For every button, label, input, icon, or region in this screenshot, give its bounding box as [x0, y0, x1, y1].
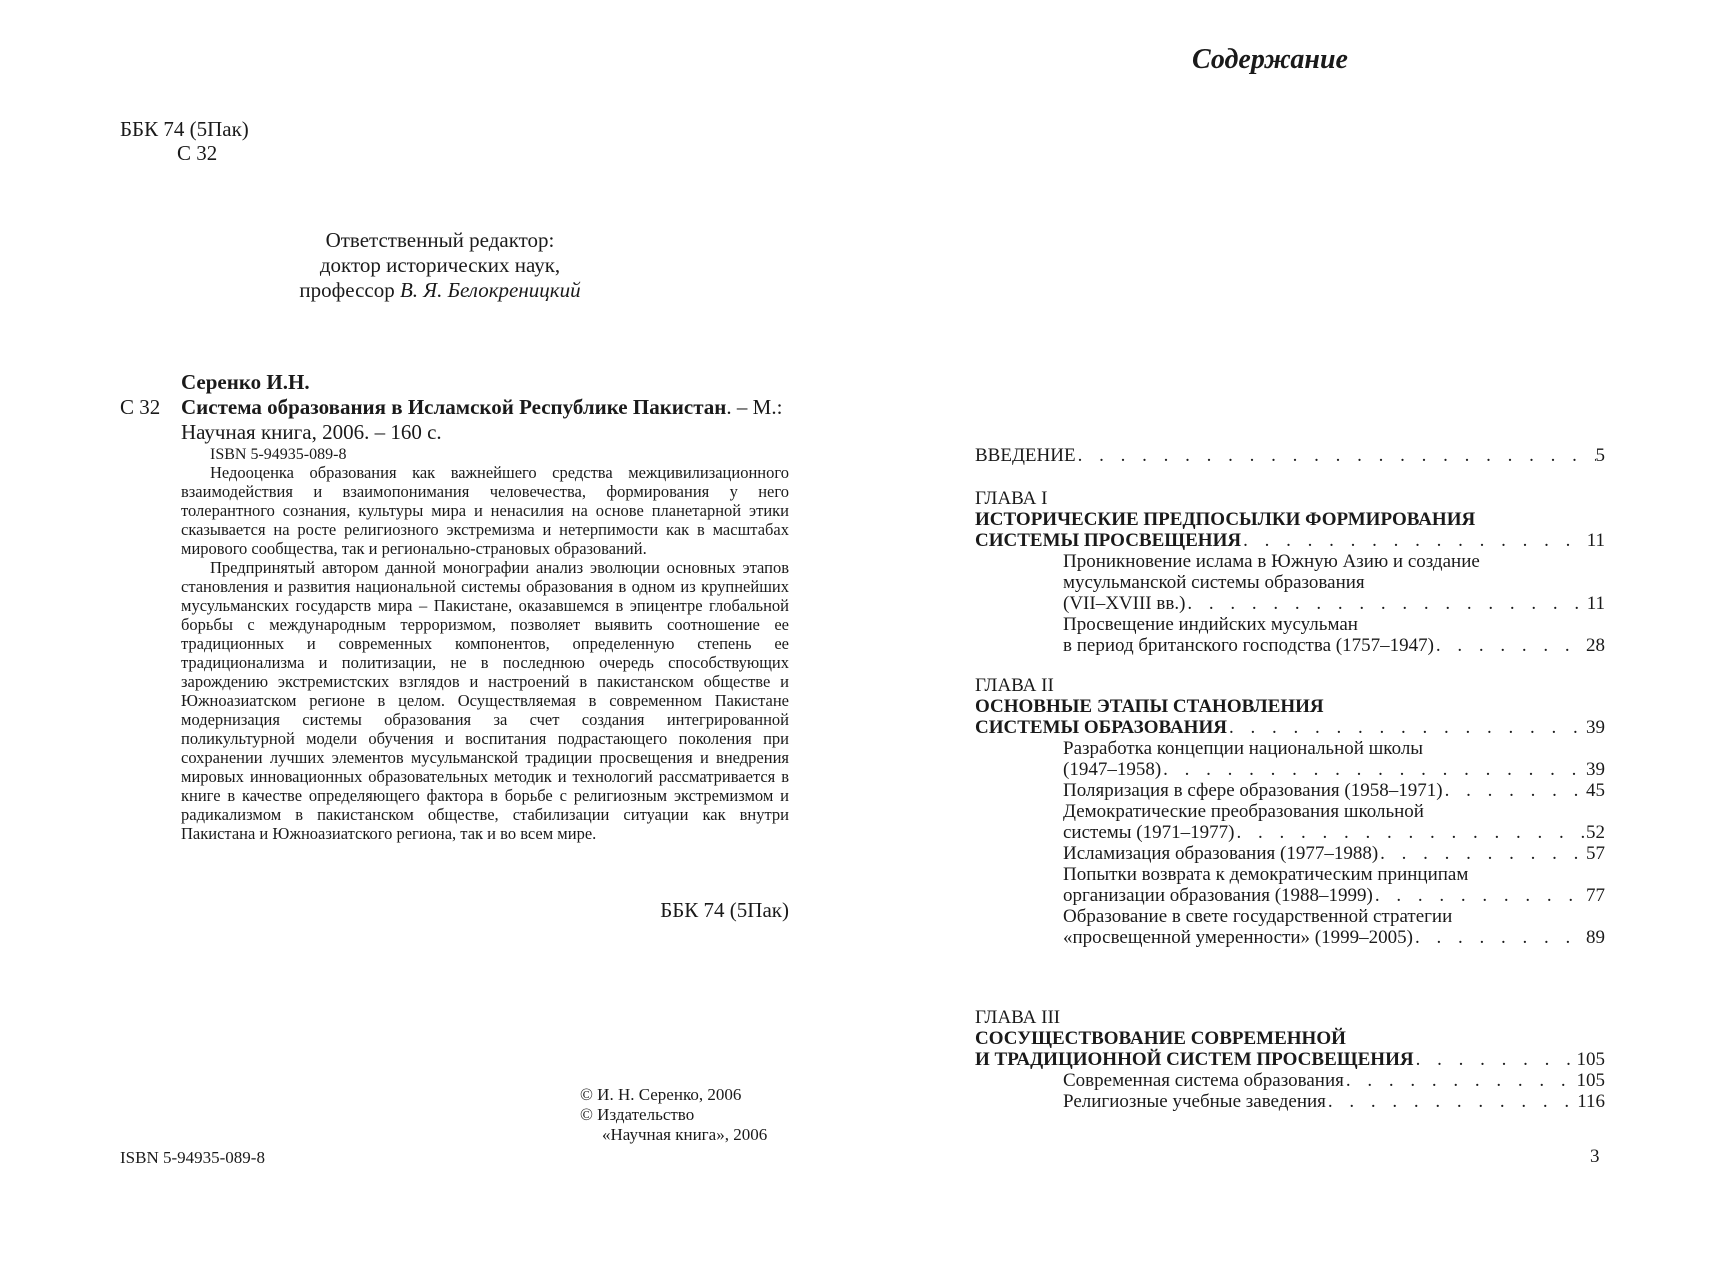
section-line: в период британского господства (1757–1947) [1063, 635, 1434, 656]
book-title: Система образования в Исламской Республике Пакистан [181, 395, 727, 419]
editor-name: В. Я. Белокреницкий [399, 278, 581, 302]
toc-page-number: 52 [1586, 822, 1605, 843]
chapter-label: ГЛАВА II [975, 675, 1054, 696]
toc-page-number: 11 [1586, 530, 1605, 551]
section-line: Проникновение ислама в Южную Азию и создание [1063, 551, 1480, 572]
leader-dots [1234, 822, 1586, 843]
toc-section-entry[interactable] [975, 864, 1605, 906]
bibliographic-title [181, 395, 791, 445]
chapter-title-line: ОСНОВНЫЕ ЭТАПЫ СТАНОВЛЕНИЯ [975, 696, 1324, 717]
copyright-block [580, 1085, 767, 1145]
toc-page-number: 39 [1586, 717, 1605, 738]
editor-line-2: доктор исторических наук, [319, 253, 561, 277]
toc-section-entry[interactable] [975, 614, 1605, 656]
toc-page-number: 77 [1586, 885, 1605, 906]
section-line: Исламизация образования (1977–1988) [1063, 843, 1379, 864]
bbk-code: ББК 74 (5Пак) [120, 117, 249, 141]
editor-line-3 [260, 278, 620, 303]
toc-section-entry[interactable] [975, 843, 1605, 864]
section-line: Попытки возврата к демократическим принципам [1063, 864, 1469, 885]
leader-dots [1373, 885, 1586, 906]
toc-title: Содержание [1192, 44, 1348, 75]
toc-chapter-entry[interactable] [975, 1049, 1605, 1070]
isbn-bottom: ISBN 5-94935-089-8 [120, 1148, 265, 1167]
leader-dots [1443, 780, 1586, 801]
author-mark: С 32 [177, 141, 218, 165]
toc-section-entry[interactable] [975, 906, 1605, 948]
copyright-publisher: © Издательство [580, 1105, 695, 1124]
leader-dots [1434, 635, 1586, 656]
chapter-label: ГЛАВА III [975, 1007, 1061, 1028]
bbk-header [120, 117, 249, 165]
chapter-title-line: ИСТОРИЧЕСКИЕ ПРЕДПОСЫЛКИ ФОРМИРОВАНИЯ [975, 509, 1476, 530]
chapter-title-line: СИСТЕМЫ ПРОСВЕЩЕНИЯ [975, 530, 1242, 551]
leader-dots [1344, 1070, 1577, 1091]
editor-line-1: Ответственный редактор: [325, 228, 555, 252]
toc-section-entry[interactable] [975, 780, 1605, 801]
leader-dots [1326, 1091, 1577, 1112]
chapter-title-line: СОСУЩЕСТВОВАНИЕ СОВРЕМЕННОЙ [975, 1028, 1346, 1049]
section-line: Просвещение индийских мусульман [1063, 614, 1358, 635]
section-line: системы (1971–1977) [1063, 822, 1235, 843]
toc-intro-label: ВВЕДЕНИЕ [975, 445, 1076, 466]
toc-section-entry[interactable] [975, 1091, 1605, 1112]
section-line: Религиозные учебные заведения [1063, 1091, 1326, 1112]
copyright-author: © И. Н. Серенко, 2006 [580, 1085, 742, 1104]
toc-page-number: 105 [1576, 1070, 1605, 1091]
leader-dots [1161, 759, 1586, 780]
leader-dots [1185, 593, 1586, 614]
section-line: организации образования (1988–1999) [1063, 885, 1373, 906]
call-number: С 32 [120, 395, 161, 419]
toc-page-number: 57 [1586, 843, 1605, 864]
table-of-contents [975, 445, 1605, 1112]
toc-page-number: 11 [1586, 593, 1605, 614]
leader-dots [1413, 927, 1586, 948]
toc-page-number: 116 [1577, 1091, 1605, 1112]
section-line: (1947–1958) [1063, 759, 1162, 780]
section-line: Образование в свете государственной стратегии [1063, 906, 1453, 927]
chapter-title-line: СИСТЕМЫ ОБРАЗОВАНИЯ [975, 717, 1227, 738]
section-line: Демократические преобразования школьной [1063, 801, 1424, 822]
toc-section-entry[interactable] [975, 738, 1605, 780]
toc-section-entry[interactable] [975, 551, 1605, 614]
section-line: Поляризация в сфере образования (1958–1971) [1063, 780, 1443, 801]
leader-dots [1414, 1049, 1577, 1070]
toc-page-number: 89 [1586, 927, 1605, 948]
section-line: «просвещенной умеренности» (1999–2005) [1063, 927, 1413, 948]
leader-dots [1378, 843, 1586, 864]
copyright-publisher-name: «Научная книга», 2006 [602, 1125, 768, 1144]
toc-chapter-entry[interactable] [975, 717, 1605, 738]
chapter-label: ГЛАВА I [975, 488, 1048, 509]
annotation-paragraph-1: Недооценка образования как важнейшего средства межцивилизационного взаимодействия и взаимопонимания человечества, формирования у него толерантного сознания, культуры мира и ненасилия на основе планетарной этики сказывается на росте религиозного экстремизма и нетерпимости как в масштабах мирового сообщества, так и регионально-страновых образований. [181, 463, 789, 558]
editor-title: профессор [299, 278, 400, 302]
section-line: Разработка концепции национальной школы [1063, 738, 1424, 759]
toc-page-number: 45 [1586, 780, 1605, 801]
toc-page-number: 105 [1576, 1049, 1605, 1070]
toc-section-entry[interactable] [975, 1070, 1605, 1091]
leader-dots [1241, 530, 1587, 551]
toc-intro-entry[interactable] [975, 445, 1605, 466]
leader-dots [1076, 445, 1596, 466]
editor-block [260, 228, 620, 303]
section-line: мусульманской системы образования [1063, 572, 1365, 593]
toc-chapter-entry[interactable] [975, 530, 1605, 551]
toc-section-entry[interactable] [975, 801, 1605, 843]
section-line: Современная система образования [1063, 1070, 1344, 1091]
page-number: 3 [1590, 1146, 1600, 1167]
toc-page-number: 5 [1595, 445, 1605, 466]
publication-info: . – М.: Научная книга, 2006. – 160 с. [181, 395, 783, 444]
leader-dots [1227, 717, 1586, 738]
toc-page-number: 28 [1586, 635, 1605, 656]
author-name: Серенко И.Н. [181, 370, 310, 394]
chapter-title-line: И ТРАДИЦИОННОЙ СИСТЕМ ПРОСВЕЩЕНИЯ [975, 1049, 1414, 1070]
toc-page-number: 39 [1586, 759, 1605, 780]
section-line: (VII–XVIII вв.) [1063, 593, 1186, 614]
bbk-footer: ББК 74 (5Пак) [660, 898, 789, 922]
annotation [181, 463, 789, 843]
annotation-paragraph-2: Предпринятый автором данной монографии анализ эволюции основных этапов становления и развития национальной системы образования в одном из крупнейших мусульманских государств мира – Пакистане, оказавшемся в эпицентре глобальной борьбы с международным терроризмом, позволяет выявить соотношение ее традиционных и современных компонентов, определенную степень ее традиционализма и политизации, не в последнюю очередь способствующих зарождению экстремистских взглядов и настроений в пакистанском обществе и Южноазиатском регионе в целом. Осуществляемая в современном Пакистане модернизация системы образования за счет создания интегрированной поликультурной модели обучения и воспитания подрастающего поколения при сохранении лучших элементов мусульманской традиции просвещения и внедрения мировых инновационных образовательных методик и технологий рассматривается в книге в качестве определяющего фактора в борьбе с религиозным экстремизмом и радикализмом в пакистанском обществе, стабилизации ситуации как внутри Пакистана и Южноазиатского региона, так и во всем мире. [181, 558, 789, 843]
isbn-line: ISBN 5-94935-089-8 [210, 446, 347, 463]
